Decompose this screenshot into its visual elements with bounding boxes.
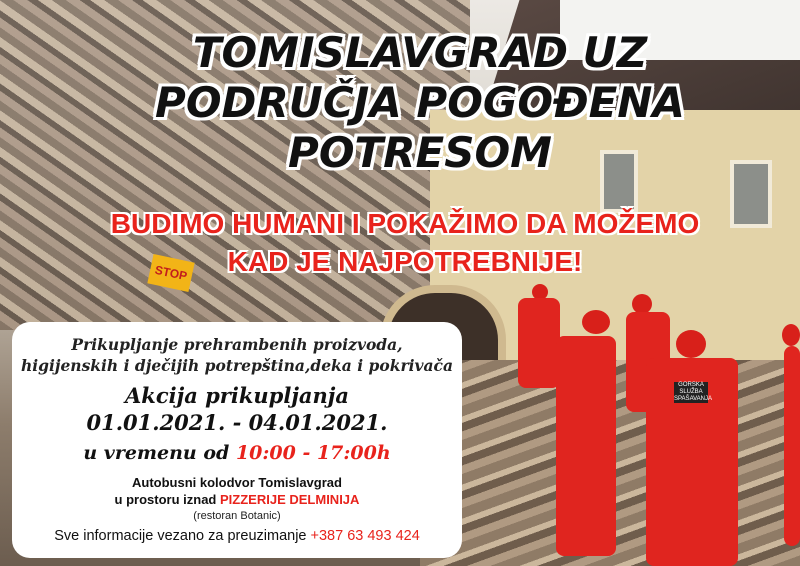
- headline-line: TOMISLAVGRAD UZ: [192, 28, 648, 77]
- time-line: u vremenu od 10:00 - 17:00h: [83, 442, 391, 464]
- slogan-line: BUDIMO HUMANI I POKAŽIMO DA MOŽEMO: [110, 208, 700, 239]
- slogan: [40, 205, 770, 281]
- contact-phone: +387 63 493 424: [310, 528, 420, 544]
- location-note: (restoran Botanic): [193, 510, 281, 522]
- contact-line: Sve informacije vezano za preuzimanje +387 63 493 424: [54, 528, 420, 544]
- slogan-line: KAD JE NAJPOTREBNIJE!: [227, 246, 583, 277]
- headline-line: PODRUČJA POGOĐENA: [155, 78, 685, 127]
- info-card: [12, 322, 462, 558]
- location-highlight: PIZZERIJE DELMINIJA: [220, 492, 360, 507]
- stop-sign: STOP: [147, 254, 194, 292]
- location: Autobusni kolodvor Tomislavgrad u prostoru iznad PIZZERIJE DELMINIJA: [114, 475, 360, 507]
- collection-description: Prikupljanje prehrambenih proizvoda, higijenskih i dječijih potrepština,deka i pokrivača: [20, 335, 454, 375]
- action-dates: Akcija prikupljanja 01.01.2021. - 04.01.2021.: [86, 383, 388, 435]
- headline: [100, 28, 740, 178]
- time-range: 10:00 - 17:00h: [235, 442, 391, 464]
- headline-line: POTRESOM: [288, 128, 552, 177]
- vest-label: GORSKA SLUŽBA SPAŠAVANJA: [674, 382, 713, 402]
